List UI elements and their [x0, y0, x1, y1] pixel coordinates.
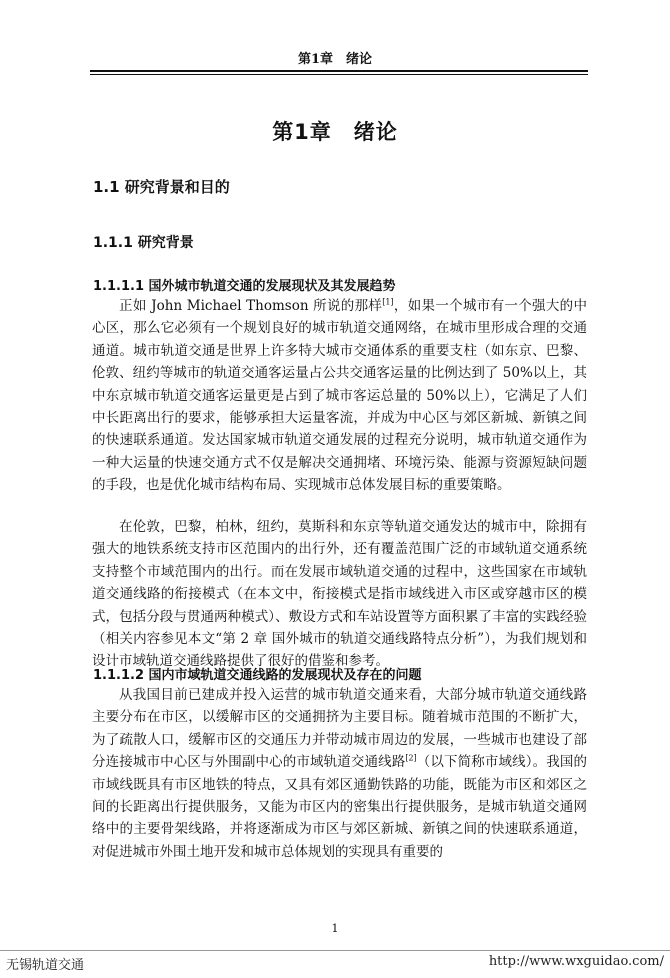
page-number: 1 [331, 922, 339, 935]
section-heading-1-1-1: 1.1.1 研究背景 [93, 235, 194, 251]
footer-url-link[interactable]: http://www.wxguidao.com/ [488, 954, 664, 969]
paragraph-text: 从我国目前已建成并投入运营的城市轨道交通来看，大部分城市轨道交通线路主要分布在市区，以缓解市区的交通拥挤为主要目标。随着城市范围的不断扩大，为了疏散人口，缓解市区的交通压力并带动城市周边的发展，一些城市也建设了部分连接城市中心区与外围副中心的市域轨道交通线路 [92, 687, 587, 771]
paragraph-foreign-development [92, 295, 587, 497]
paragraph-text: （以下简称市域线）。我国的市域线既具有市区地铁的特点，又具有郊区通勤铁路的功能，既能为市区和郊区之间的长距离出行提供服务，又能为市区内的密集出行提供服务，是城市轨道交通网络中的主要骨架线路，并将逐渐成为市区与郊区新城、新镇之间的快速联系通道，对促进城市外围土地开发和城市总体规划的实现具有重要的 [92, 754, 588, 860]
paragraph-domestic-development [92, 684, 587, 863]
header-rule-thin [90, 74, 588, 75]
running-header: 第1章 绪论 [297, 52, 373, 67]
chapter-title: 第1章 绪论 [272, 120, 398, 144]
footer-site-name: 无锡轨道交通 [6, 958, 85, 973]
section-heading-1-1: 1.1 研究背景和目的 [93, 178, 230, 196]
header-rule [90, 70, 588, 72]
paragraph-text: 正如 John Michael Thomson 所说的那样 [119, 298, 383, 314]
citation-ref: [2] [405, 753, 417, 763]
section-heading-1-1-1-1: 1.1.1.1 国外城市轨道交通的发展现状及其发展趋势 [93, 279, 396, 294]
footer-rule [0, 950, 670, 951]
paragraph-text: ，如果一个城市有一个强大的中心区，那么它必须有一个规划良好的城市轨道交通网络，在城市里形成合理的交通通道。城市轨道交通是世界上许多特大城市交通体系的重要支柱（如东京、巴黎、伦敦、纽约等城市的轨道交通客运量占公共交通客运量的比例达到了 50%以上，其中东京城市轨道交通客运量更是占到了城市客运总量的 50%以上），它满足了人们中长距离出行的要求，能够承担大运量客流，并成为中心区与郊区新城、新镇之间的快速联系通道。发达国家城市轨道交通发展的过程充分说明，城市轨道交通作为一种大运量的快速交通方式不仅是解决交通拥堵、环境污染、能源与资源短缺问题的手段，也是优化城市结构布局、实现城市总体发展目标的重要策略。 [92, 298, 587, 494]
section-heading-1-1-1-2: 1.1.1.2 国内市域轨道交通线路的发展现状及存在的问题 [93, 668, 422, 683]
citation-ref: [1] [382, 297, 394, 307]
paragraph-foreign-experience: 在伦敦，巴黎，柏林，纽约，莫斯科和东京等轨道交通发达的城市中，除拥有强大的地铁系统支持市区范围内的出行外，还有覆盖范围广泛的市域轨道交通系统支持整个市域范围内的出行。而在发展市域轨道交通的过程中，这些国家在市域轨道交通线路的衔接模式（在本文中，衔接模式是指市域线进入市区或穿越市区的模式，包括分段与贯通两种模式）、敷设方式和车站设置等方面积累了丰富的实践经验（相关内容参见本文“第 2 章 国外城市的轨道交通线路特点分析”），为我们规划和设计市域轨道交通线路提供了很好的借鉴和参考。 [92, 519, 587, 670]
